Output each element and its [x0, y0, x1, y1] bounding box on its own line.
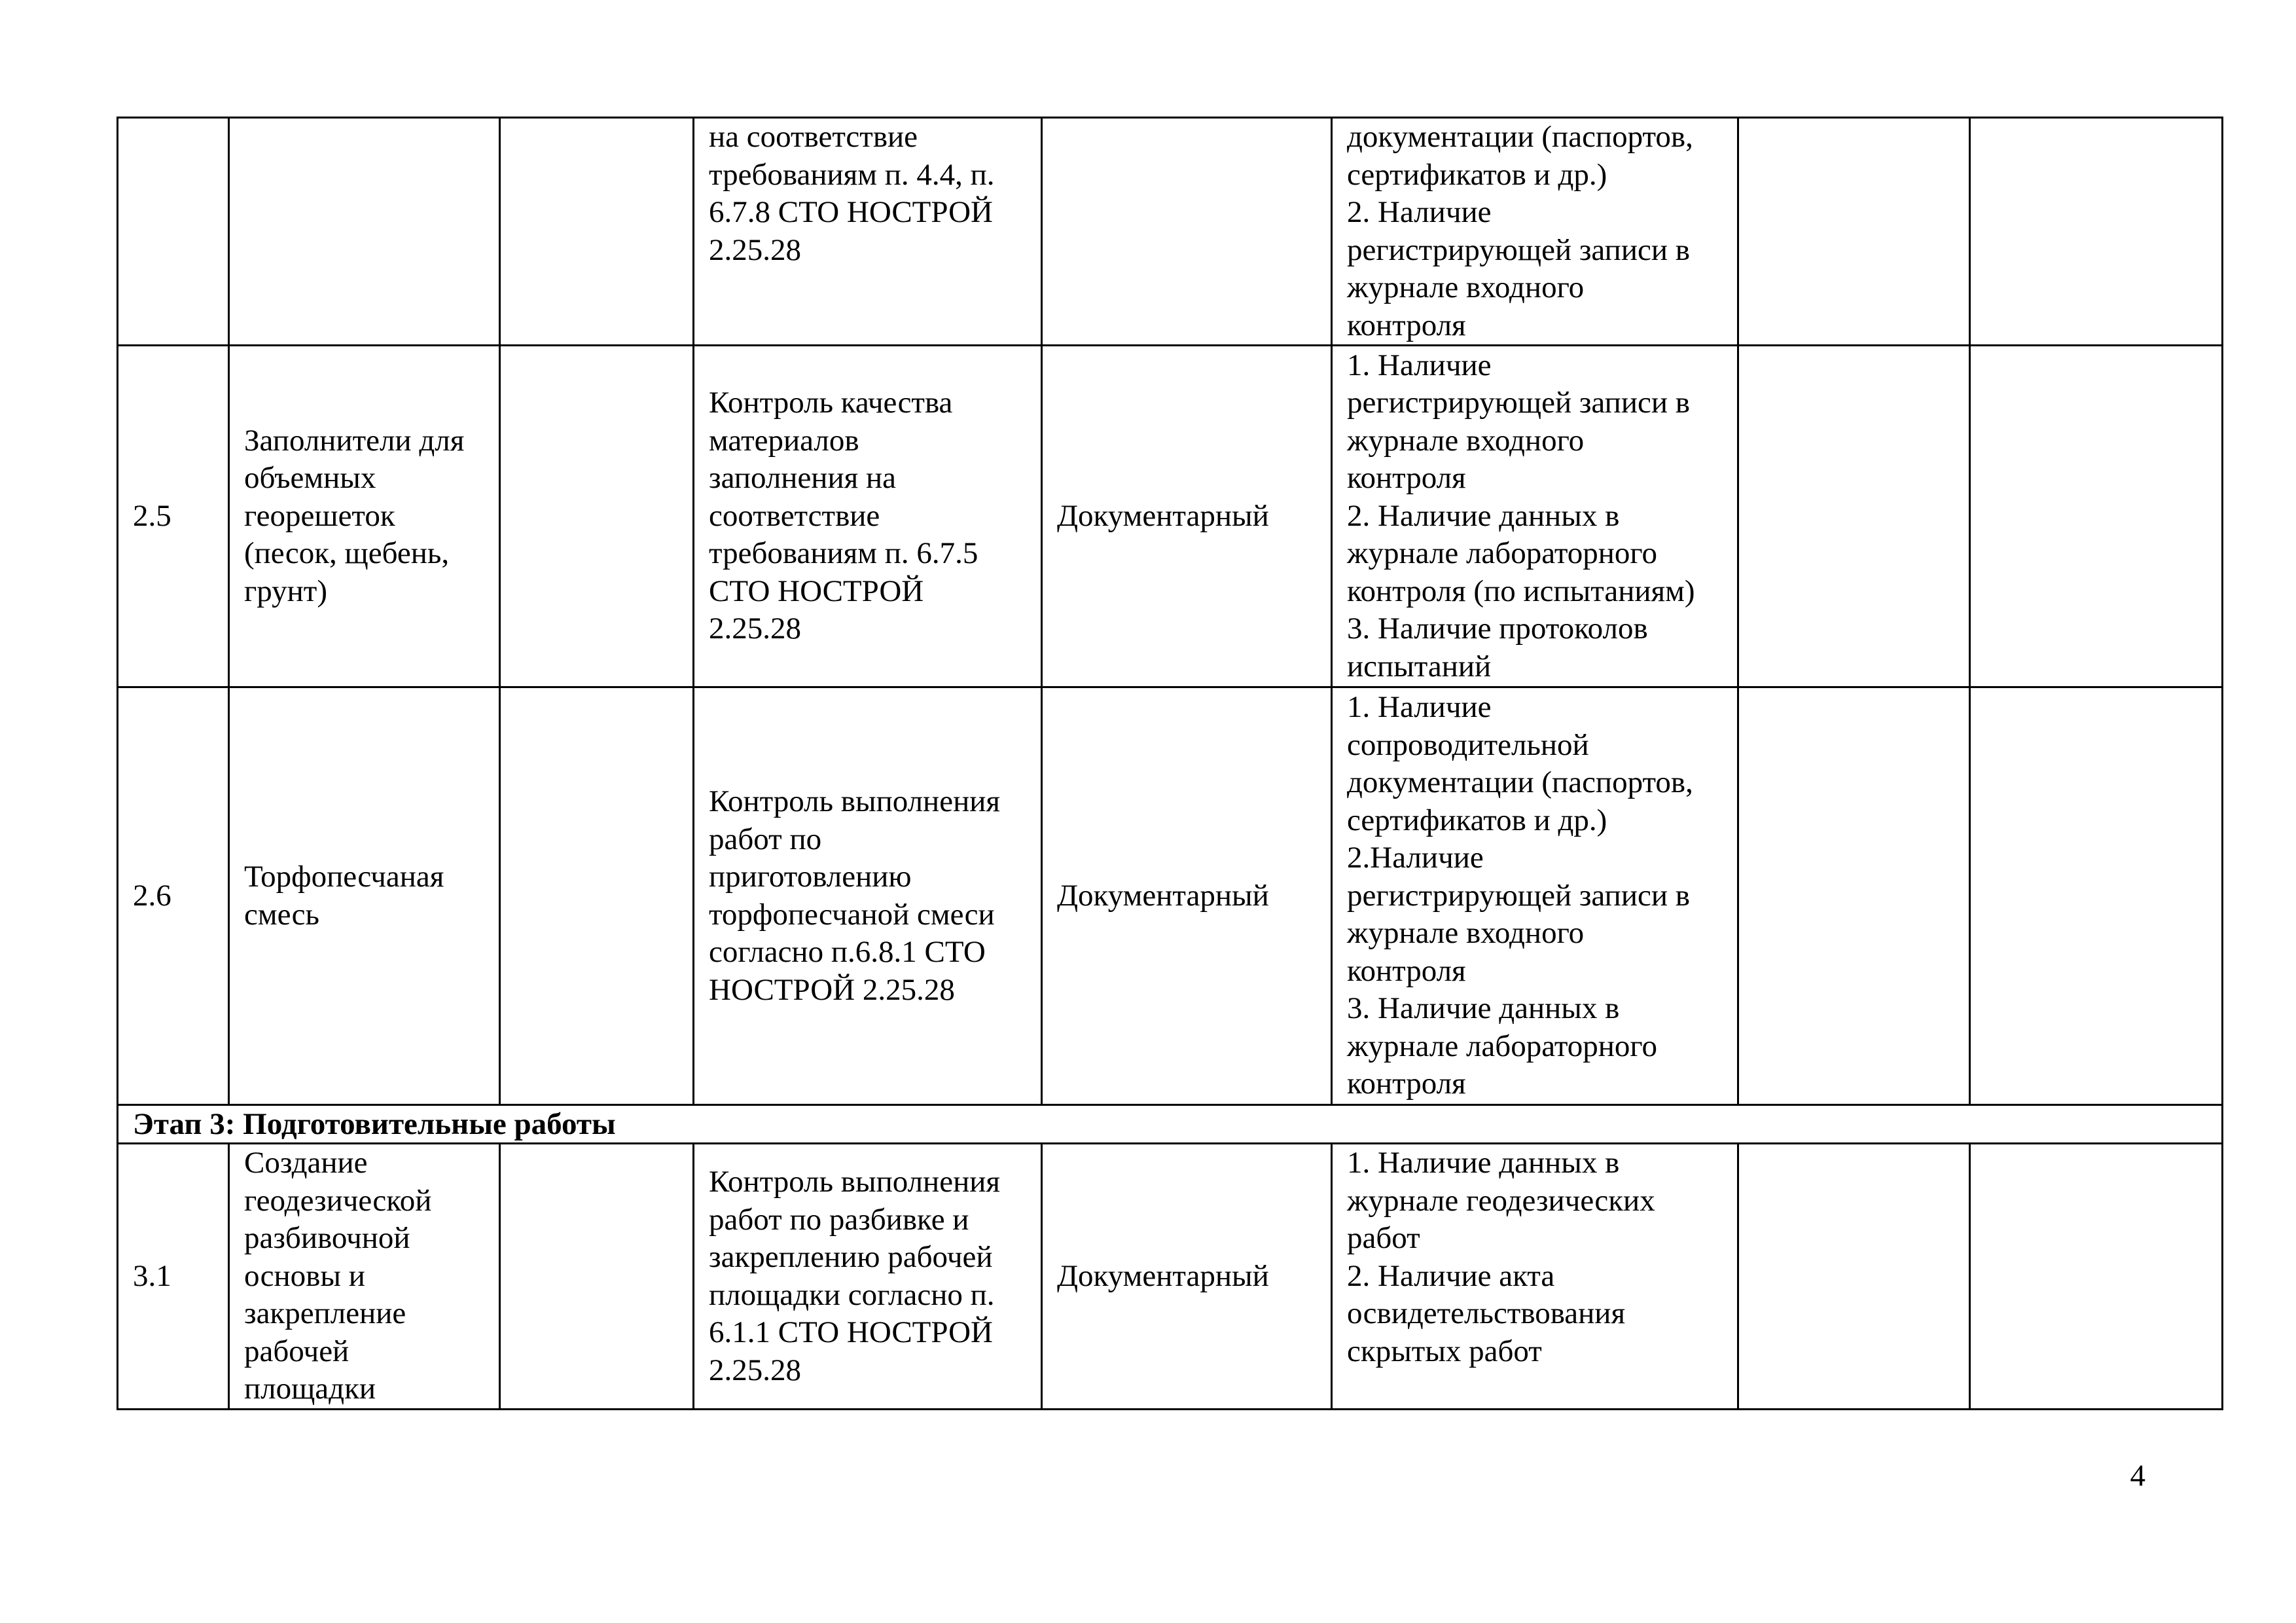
cell-method: Документарный: [1042, 1144, 1332, 1410]
table-row: [118, 687, 2223, 1105]
cell-col3: [500, 118, 694, 346]
table-row: [118, 346, 2223, 687]
cell-col8: [1970, 118, 2223, 346]
cell-col3: [500, 687, 694, 1105]
cell-evidence: 1. Наличие данных в журнале геодезических работ 2. Наличие акта освидетельствования скрытых работ: [1332, 1144, 1738, 1410]
stage-heading: Этап 3: Подготовительные работы: [118, 1105, 2223, 1144]
cell-col7: [1738, 118, 1970, 346]
cell-control: Контроль выполнения работ по разбивке и закреплению рабочей площадки согласно п. 6.1.1 СТО НОСТРОЙ 2.25.28: [694, 1144, 1042, 1410]
cell-col7: [1738, 346, 1970, 687]
inspection-table: [117, 117, 2223, 1410]
cell-control: Контроль качества материалов заполнения на соответствие требованиям п. 6.7.5 СТО НОСТРОЙ 2.25.28: [694, 346, 1042, 687]
cell-method: Документарный: [1042, 687, 1332, 1105]
page-number: 4: [2130, 1459, 2145, 1493]
cell-col7: [1738, 1144, 1970, 1410]
cell-number: 2.5: [118, 346, 229, 687]
cell-control: на соответствие требованиям п. 4.4, п. 6.7.8 СТО НОСТРОЙ 2.25.28: [694, 118, 1042, 346]
cell-col8: [1970, 1144, 2223, 1410]
cell-number: 2.6: [118, 687, 229, 1105]
cell-col3: [500, 346, 694, 687]
cell-number: [118, 118, 229, 346]
cell-name: Торфопесчаная смесь: [229, 687, 500, 1105]
cell-col8: [1970, 346, 2223, 687]
cell-evidence: 1. Наличие регистрирующей записи в журнале входного контроля 2. Наличие данных в журнале лабораторного контроля (по испытаниям) 3. Наличие протоколов испытаний: [1332, 346, 1738, 687]
cell-evidence: 1. Наличие сопроводительной документации (паспортов, сертификатов и др.) 2.Наличие регистрирующей записи в журнале входного контроля 3. Наличие данных в журнале лабораторного контроля: [1332, 687, 1738, 1105]
cell-control: Контроль выполнения работ по приготовлению торфопесчаной смеси согласно п.6.8.1 СТО НОСТРОЙ 2.25.28: [694, 687, 1042, 1105]
table-row: [118, 1144, 2223, 1410]
cell-name: [229, 118, 500, 346]
cell-col8: [1970, 687, 2223, 1105]
table-row: [118, 118, 2223, 346]
cell-name: Создание геодезической разбивочной основы и закрепление рабочей площадки: [229, 1144, 500, 1410]
cell-method: Документарный: [1042, 346, 1332, 687]
cell-number: 3.1: [118, 1144, 229, 1410]
cell-evidence: документации (паспортов, сертификатов и др.) 2. Наличие регистрирующей записи в журнале входного контроля: [1332, 118, 1738, 346]
cell-col3: [500, 1144, 694, 1410]
cell-col7: [1738, 687, 1970, 1105]
stage-heading-row: [118, 1105, 2223, 1144]
cell-name: Заполнители для объемных георешеток (песок, щебень, грунт): [229, 346, 500, 687]
cell-method: [1042, 118, 1332, 346]
